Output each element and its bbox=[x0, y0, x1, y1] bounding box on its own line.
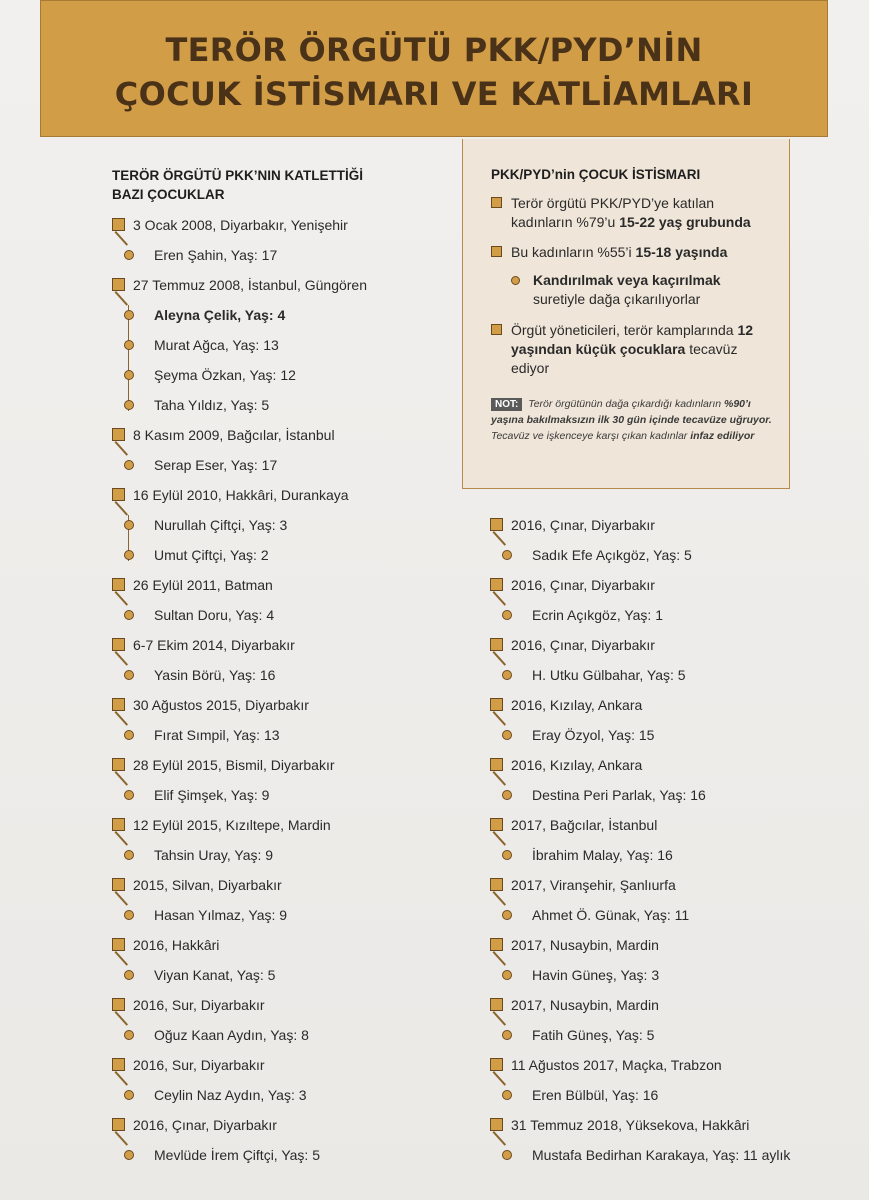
victim-text: Mevlüde İrem Çiftçi, Yaş: 5 bbox=[154, 1147, 320, 1163]
info-item-text: tecavüz ediyor bbox=[511, 341, 738, 376]
event-text: 2016, Çınar, Diyarbakır bbox=[133, 1117, 277, 1133]
event-group bbox=[112, 1115, 320, 1165]
victim-entry bbox=[112, 725, 309, 745]
event-text: 2016, Kızılay, Ankara bbox=[511, 697, 643, 713]
event-entry bbox=[490, 995, 659, 1015]
victim-text: Eray Özyol, Yaş: 15 bbox=[532, 727, 655, 743]
event-entry bbox=[490, 1055, 722, 1075]
event-text: 26 Eylül 2011, Batman bbox=[133, 577, 273, 593]
victim-entry bbox=[490, 845, 673, 865]
event-text: 2017, Nusaybin, Mardin bbox=[511, 937, 659, 953]
event-text: 11 Ağustos 2017, Maçka, Trabzon bbox=[511, 1057, 722, 1073]
left-column-heading bbox=[112, 166, 363, 204]
event-text: 2016, Hakkâri bbox=[133, 937, 220, 953]
victim-text: Hasan Yılmaz, Yaş: 9 bbox=[154, 907, 288, 923]
square-bullet-icon bbox=[490, 638, 503, 651]
left-heading-line-2: BAZI ÇOCUKLAR bbox=[112, 187, 225, 202]
victim-text: Havin Güneş, Yaş: 3 bbox=[532, 967, 660, 983]
dot-bullet-icon bbox=[502, 1150, 512, 1160]
note-highlight: %90’ı yaşına bakılmaksızın ilk 30 gün içinde tecavüze uğruyor. bbox=[491, 398, 772, 426]
square-bullet-icon bbox=[112, 278, 125, 291]
info-sub-item bbox=[491, 271, 775, 309]
event-group bbox=[490, 815, 673, 865]
square-bullet-icon bbox=[112, 218, 125, 231]
event-group bbox=[490, 755, 706, 805]
event-text: 6-7 Ekim 2014, Diyarbakır bbox=[133, 637, 295, 653]
dot-bullet-icon bbox=[511, 276, 520, 285]
victim-entry bbox=[112, 605, 274, 625]
dot-bullet-icon bbox=[124, 340, 134, 350]
event-text: 27 Temmuz 2008, İstanbul, Güngören bbox=[133, 277, 368, 293]
event-group bbox=[490, 515, 692, 565]
dot-bullet-icon bbox=[124, 850, 134, 860]
dot-bullet-icon bbox=[502, 610, 512, 620]
dot-bullet-icon bbox=[124, 460, 134, 470]
event-group bbox=[490, 1115, 790, 1165]
title-line-2: ÇOCUK İSTİSMARI VE KATLİAMLARI bbox=[114, 75, 754, 113]
event-entry bbox=[112, 275, 367, 295]
event-entry bbox=[490, 635, 686, 655]
victim-entry bbox=[490, 725, 654, 745]
victim-text: İbrahim Malay, Yaş: 16 bbox=[532, 847, 673, 863]
event-group bbox=[490, 875, 689, 925]
event-group bbox=[112, 755, 335, 805]
dot-bullet-icon bbox=[124, 400, 134, 410]
victim-text: Taha Yıldız, Yaş: 5 bbox=[154, 397, 270, 413]
event-entry bbox=[112, 995, 309, 1015]
event-group bbox=[490, 635, 686, 685]
dot-bullet-icon bbox=[502, 1090, 512, 1100]
dot-bullet-icon bbox=[124, 610, 134, 620]
event-entry bbox=[490, 575, 663, 595]
dot-bullet-icon bbox=[502, 790, 512, 800]
victim-entry bbox=[112, 1085, 307, 1105]
victim-text: H. Utku Gülbahar, Yaş: 5 bbox=[532, 667, 686, 683]
victim-entry bbox=[112, 665, 295, 685]
square-bullet-icon bbox=[490, 998, 503, 1011]
victim-text: Tahsin Uray, Yaş: 9 bbox=[154, 847, 274, 863]
victim-text: Fırat Sımpil, Yaş: 13 bbox=[154, 727, 280, 743]
event-entry bbox=[112, 1115, 320, 1135]
victim-entry bbox=[112, 965, 275, 985]
square-bullet-icon bbox=[490, 818, 503, 831]
dot-bullet-icon bbox=[502, 1030, 512, 1040]
event-entry bbox=[112, 875, 287, 895]
info-sub-highlight: Kandırılmak veya kaçırılmak bbox=[533, 272, 721, 288]
victim-text: Ecrin Açıkgöz, Yaş: 1 bbox=[532, 607, 663, 623]
victim-text: Aleyna Çelik, Yaş: 4 bbox=[154, 307, 286, 323]
victim-text: Eren Bülbül, Yaş: 16 bbox=[532, 1087, 659, 1103]
victim-entry bbox=[112, 1145, 320, 1165]
event-group bbox=[490, 575, 663, 625]
event-group bbox=[490, 695, 654, 745]
event-entry bbox=[112, 815, 331, 835]
dot-bullet-icon bbox=[124, 670, 134, 680]
event-group bbox=[112, 575, 274, 625]
event-group bbox=[112, 635, 295, 685]
square-bullet-icon bbox=[112, 698, 125, 711]
victim-text: Nurullah Çiftçi, Yaş: 3 bbox=[154, 517, 288, 533]
event-group bbox=[112, 935, 275, 985]
square-bullet-icon bbox=[112, 938, 125, 951]
note-text: Tecavüz ve işkenceye karşı çıkan kadınlar bbox=[491, 430, 691, 442]
square-bullet-icon bbox=[490, 1118, 503, 1131]
victim-entry bbox=[490, 1085, 722, 1105]
event-entry bbox=[490, 935, 659, 955]
info-item-highlight: 15-18 yaşında bbox=[635, 244, 728, 260]
square-bullet-icon bbox=[112, 1058, 125, 1071]
victim-entry bbox=[490, 1145, 790, 1165]
info-sub-text: suretiyle dağa çıkarılıyorlar bbox=[533, 291, 701, 307]
victim-text: Sadık Efe Açıkgöz, Yaş: 5 bbox=[532, 547, 692, 563]
dot-bullet-icon bbox=[124, 550, 134, 560]
square-bullet-icon bbox=[112, 878, 125, 891]
victim-text: Sultan Doru, Yaş: 4 bbox=[154, 607, 275, 623]
square-bullet-icon bbox=[112, 488, 125, 501]
victim-entry bbox=[112, 1025, 309, 1045]
event-text: 2015, Silvan, Diyarbakır bbox=[133, 877, 282, 893]
victim-entry bbox=[112, 305, 367, 325]
event-text: 3 Ocak 2008, Diyarbakır, Yenişehir bbox=[133, 217, 348, 233]
victim-text: Eren Şahin, Yaş: 17 bbox=[154, 247, 278, 263]
square-bullet-icon bbox=[490, 698, 503, 711]
event-text: 12 Eylül 2015, Kızıltepe, Mardin bbox=[133, 817, 331, 833]
event-group bbox=[112, 425, 335, 475]
event-text: 2016, Sur, Diyarbakır bbox=[133, 1057, 265, 1073]
square-bullet-icon bbox=[490, 1058, 503, 1071]
square-bullet-icon bbox=[490, 758, 503, 771]
square-bullet-icon bbox=[112, 428, 125, 441]
victim-text: Serap Eser, Yaş: 17 bbox=[154, 457, 278, 473]
square-bullet-icon bbox=[112, 578, 125, 591]
event-entry bbox=[112, 635, 295, 655]
square-bullet-icon bbox=[112, 638, 125, 651]
square-bullet-icon bbox=[491, 246, 502, 257]
event-text: 16 Eylül 2010, Hakkâri, Durankaya bbox=[133, 487, 349, 503]
dot-bullet-icon bbox=[124, 250, 134, 260]
event-text: 30 Ağustos 2015, Diyarbakır bbox=[133, 697, 309, 713]
info-item-text: Bu kadınların %55’i bbox=[511, 244, 636, 260]
square-bullet-icon bbox=[112, 1118, 125, 1131]
dot-bullet-icon bbox=[502, 550, 512, 560]
dot-bullet-icon bbox=[124, 1150, 134, 1160]
dot-bullet-icon bbox=[502, 970, 512, 980]
event-entry bbox=[112, 935, 275, 955]
dot-bullet-icon bbox=[502, 670, 512, 680]
victim-entry bbox=[490, 965, 659, 985]
note-highlight: infaz ediliyor bbox=[690, 430, 755, 442]
victim-entry bbox=[112, 455, 335, 475]
victim-entry bbox=[490, 545, 692, 565]
victim-entry bbox=[112, 335, 367, 355]
event-text: 2016, Sur, Diyarbakır bbox=[133, 997, 265, 1013]
info-item bbox=[491, 194, 775, 232]
square-bullet-icon bbox=[491, 324, 502, 335]
dot-bullet-icon bbox=[124, 370, 134, 380]
victim-text: Ahmet Ö. Günak, Yaş: 11 bbox=[532, 907, 690, 923]
square-bullet-icon bbox=[490, 878, 503, 891]
info-item bbox=[491, 243, 775, 262]
event-entry bbox=[112, 695, 309, 715]
dot-bullet-icon bbox=[124, 520, 134, 530]
info-box-title: PKK/PYD’nin ÇOCUK İSTİSMARI bbox=[491, 167, 701, 182]
victim-text: Ceylin Naz Aydın, Yaş: 3 bbox=[154, 1087, 307, 1103]
event-entry bbox=[112, 425, 335, 445]
event-group bbox=[112, 485, 349, 565]
title-line-1: TERÖR ÖRGÜTÜ PKK/PYD’NİN bbox=[165, 31, 703, 69]
victim-entry bbox=[112, 905, 287, 925]
victim-text: Şeyma Özkan, Yaş: 12 bbox=[154, 367, 296, 383]
victim-entry bbox=[112, 785, 335, 805]
victim-text: Umut Çiftçi, Yaş: 2 bbox=[154, 547, 269, 563]
victim-entry bbox=[112, 515, 349, 535]
info-item-text: Terör örgütü PKK/PYD’ye katılan kadınların %79’u bbox=[511, 195, 715, 230]
event-entry bbox=[490, 875, 689, 895]
event-entry bbox=[112, 215, 348, 235]
victim-entry bbox=[112, 245, 348, 265]
square-bullet-icon bbox=[112, 758, 125, 771]
victim-text: Viyan Kanat, Yaş: 5 bbox=[154, 967, 276, 983]
event-group bbox=[112, 1055, 307, 1105]
info-item-highlight: 15-22 yaş grubunda bbox=[619, 214, 751, 230]
event-group bbox=[112, 215, 348, 265]
event-entry bbox=[112, 485, 349, 505]
event-text: 8 Kasım 2009, Bağcılar, İstanbul bbox=[133, 427, 335, 443]
victim-text: Destina Peri Parlak, Yaş: 16 bbox=[532, 787, 706, 803]
victim-entry bbox=[112, 395, 367, 415]
info-item bbox=[491, 321, 775, 378]
victim-text: Oğuz Kaan Aydın, Yaş: 8 bbox=[154, 1027, 309, 1043]
dot-bullet-icon bbox=[124, 970, 134, 980]
square-bullet-icon bbox=[490, 518, 503, 531]
event-text: 2016, Çınar, Diyarbakır bbox=[511, 577, 655, 593]
note-paragraph bbox=[491, 396, 775, 444]
victim-entry bbox=[490, 665, 686, 685]
victim-text: Murat Ağca, Yaş: 13 bbox=[154, 337, 279, 353]
square-bullet-icon bbox=[490, 578, 503, 591]
dot-bullet-icon bbox=[502, 910, 512, 920]
dot-bullet-icon bbox=[124, 310, 134, 320]
victim-text: Mustafa Bedirhan Karakaya, Yaş: 11 aylık bbox=[532, 1147, 791, 1163]
victim-entry bbox=[490, 785, 706, 805]
event-entry bbox=[490, 515, 692, 535]
dot-bullet-icon bbox=[124, 790, 134, 800]
event-group bbox=[112, 995, 309, 1045]
event-group bbox=[112, 695, 309, 745]
dot-bullet-icon bbox=[124, 730, 134, 740]
victim-entry bbox=[112, 845, 331, 865]
note-text: Terör örgütünün dağa çıkardığı kadınların bbox=[525, 398, 724, 410]
event-group bbox=[112, 275, 367, 415]
event-text: 2017, Bağcılar, İstanbul bbox=[511, 817, 658, 833]
victim-text: Fatih Güneş, Yaş: 5 bbox=[532, 1027, 655, 1043]
event-group bbox=[112, 815, 331, 865]
event-text: 2016, Çınar, Diyarbakır bbox=[511, 637, 655, 653]
square-bullet-icon bbox=[112, 818, 125, 831]
dot-bullet-icon bbox=[502, 730, 512, 740]
event-entry bbox=[490, 755, 706, 775]
event-group bbox=[490, 1055, 722, 1105]
left-heading-line-1: TERÖR ÖRGÜTÜ PKK’NIN KATLETTİĞİ bbox=[112, 168, 363, 183]
dot-bullet-icon bbox=[124, 1090, 134, 1100]
event-entry bbox=[112, 1055, 307, 1075]
square-bullet-icon bbox=[112, 998, 125, 1011]
event-text: 28 Eylül 2015, Bismil, Diyarbakır bbox=[133, 757, 335, 773]
event-text: 31 Temmuz 2018, Yüksekova, Hakkâri bbox=[511, 1117, 750, 1133]
victim-entry bbox=[112, 545, 349, 565]
victim-text: Yasin Börü, Yaş: 16 bbox=[154, 667, 276, 683]
dot-bullet-icon bbox=[124, 1030, 134, 1040]
event-text: 2016, Kızılay, Ankara bbox=[511, 757, 643, 773]
event-group bbox=[112, 875, 287, 925]
event-group bbox=[490, 995, 659, 1045]
event-text: 2016, Çınar, Diyarbakır bbox=[511, 517, 655, 533]
dot-bullet-icon bbox=[502, 850, 512, 860]
event-entry bbox=[112, 755, 335, 775]
abuse-info-box bbox=[462, 139, 790, 489]
square-bullet-icon bbox=[490, 938, 503, 951]
victim-entry bbox=[490, 605, 663, 625]
victim-entry bbox=[490, 905, 689, 925]
note-tag: NOT: bbox=[491, 398, 522, 411]
event-group bbox=[490, 935, 659, 985]
event-entry bbox=[490, 695, 654, 715]
event-entry bbox=[490, 1115, 790, 1135]
victim-text: Elif Şimşek, Yaş: 9 bbox=[154, 787, 270, 803]
event-text: 2017, Nusaybin, Mardin bbox=[511, 997, 659, 1013]
victim-entry bbox=[112, 365, 367, 385]
event-entry bbox=[112, 575, 274, 595]
square-bullet-icon bbox=[491, 197, 502, 208]
info-item-text: Örgüt yöneticileri, terör kamplarında bbox=[511, 322, 738, 338]
info-item-highlight: 12 yaşından küçük çocuklara bbox=[511, 322, 754, 357]
event-entry bbox=[490, 815, 673, 835]
event-text: 2017, Viranşehir, Şanlıurfa bbox=[511, 877, 676, 893]
dot-bullet-icon bbox=[124, 910, 134, 920]
title-banner bbox=[40, 0, 828, 137]
victim-entry bbox=[490, 1025, 659, 1045]
